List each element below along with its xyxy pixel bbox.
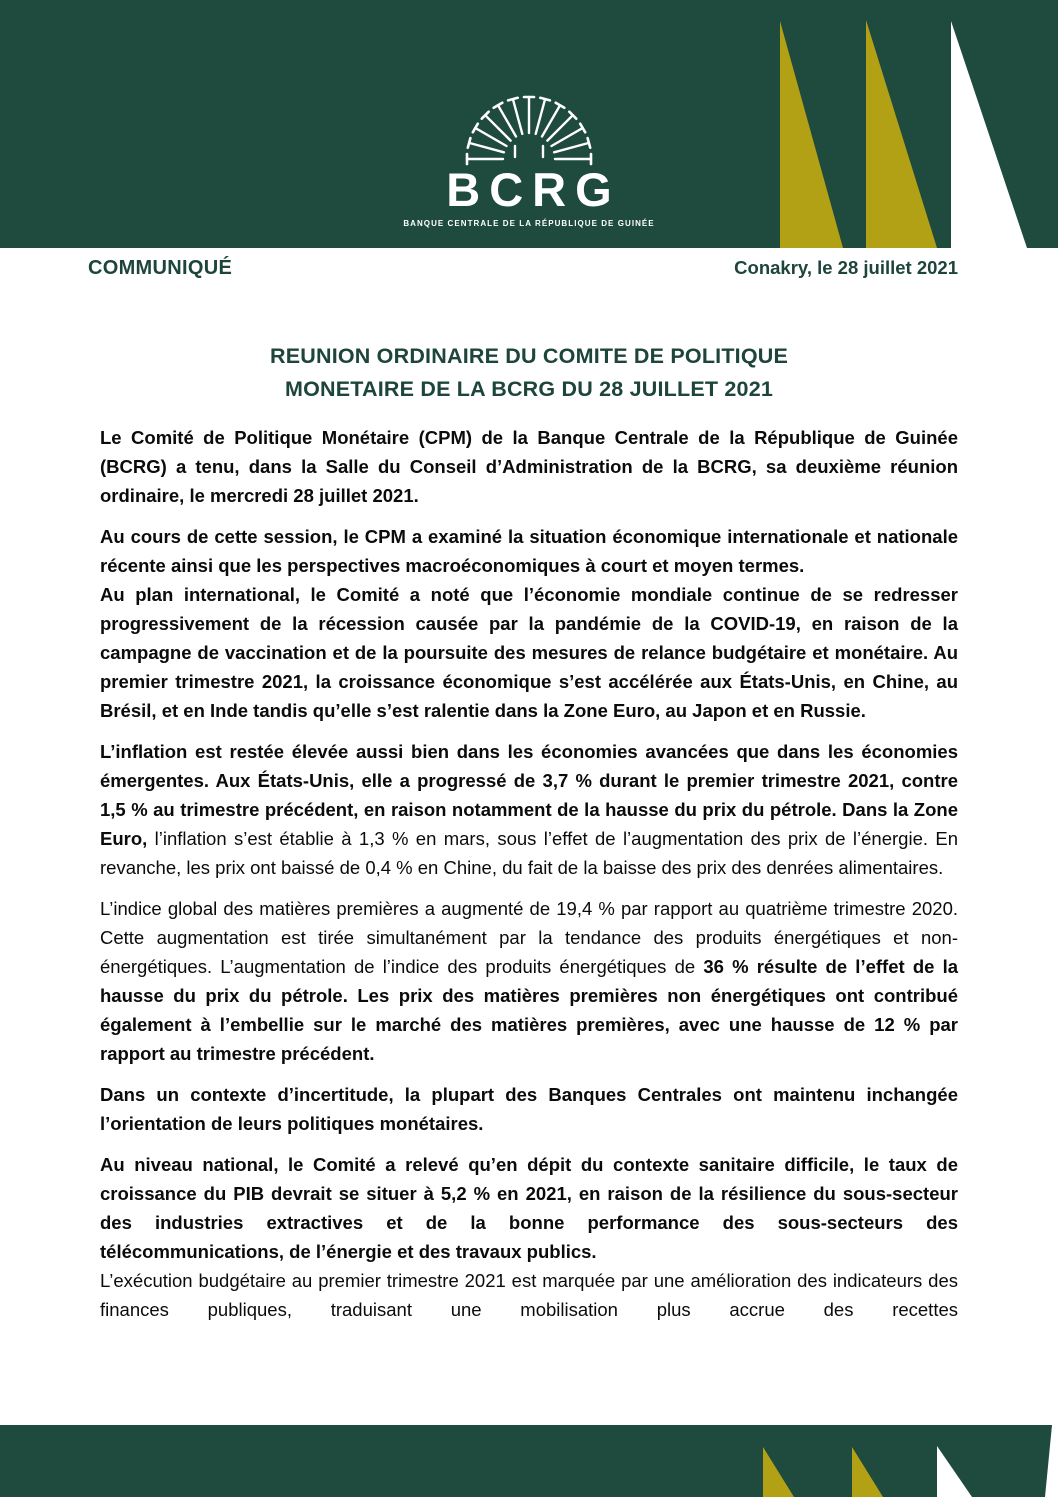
- body-paragraph: [100, 894, 958, 1068]
- text-segment: L’indice global des matières premières a augmenté de 19,4 % par rapport au quatrième trimestre 2020. Cette augmentation est tirée simultanément par la tendance des produits énergétiques et non-énergétiques. L’augmentation de l’indice des produits énergétiques de: [100, 898, 958, 977]
- logo-tagline: BANQUE CENTRALE DE LA RÉPUBLIQUE DE GUINÉE: [403, 219, 655, 228]
- text-segment: Au cours de cette session, le CPM a examiné la situation économique internationale et nationale récente ainsi que les perspectives macroéconomiques à court et moyen termes.: [100, 526, 958, 576]
- body-paragraph: [100, 423, 958, 510]
- text-segment: L’exécution budgétaire au premier trimestre 2021 est marquée par une amélioration des indicateurs des finances publiques, traduisant une mobilisation plus accrue des recettes: [100, 1270, 958, 1320]
- communique-label: COMMUNIQUÉ: [88, 257, 233, 279]
- footer-accent-graphics: [0, 1425, 1058, 1497]
- body-paragraph: [100, 737, 958, 882]
- text-segment: Au plan international, le Comité a noté que l’économie mondiale continue de se redresser progressivement de la récession causée par la pandémie de la COVID-19, en raison de la campagne de vaccination et de la poursuite des mesures de relance budgétaire et monétaire. Au premier trimestre 2021, la croissance économique s’est accélérée aux États-Unis, en Chine, au Brésil, et en Inde tandis qu’elle s’est ralentie dans la Zone Euro, au Japon et en Russie.: [100, 584, 958, 721]
- header-band: [0, 0, 1058, 248]
- text-segment: L’inflation est restée élevée aussi bien dans les économies avancées que dans les économies émergentes. Aux États-Unis, elle a progressé de 3,7 % durant le premier trimestre 2021, contre 1,5 % au trimestre précédent, en raison notamment de la hausse du prix du pétrole. Dans la Zone Euro,: [100, 741, 958, 849]
- text-segment: Le Comité de Politique Monétaire (CPM) de la Banque Centrale de la République de Guinée (BCRG) a tenu, dans la Salle du Conseil d’Administration de la BCRG, sa deuxième réunion ordinaire, le mercredi 28 juillet 2021.: [100, 427, 958, 506]
- text-segment: l’inflation s’est établie à 1,3 % en mars, sous l’effet de l’augmentation des prix de l’énergie. En revanche, les prix ont baissé de 0,4 % en Chine, du fait de la baisse des prix des denrées alimentaires.: [100, 828, 958, 878]
- title-line-1: REUNION ORDINAIRE DU COMITE DE POLITIQUE: [269, 344, 789, 368]
- text-segment: Dans un contexte d’incertitude, la plupart des Banques Centrales ont maintenu inchangée l’orientation de leurs politiques monétaires.: [100, 1084, 958, 1134]
- text-segment: 36 % résulte de l’effet de la hausse du prix du pétrole. Les prix des matières premières non énergétiques ont contribué également à l’embellie sur le marché des matières premières, avec une hausse de 12 % par rapport au trimestre précédent.: [100, 956, 959, 1064]
- title-line-2: MONETAIRE DE LA BCRG DU 28 JUILLET 2021: [284, 377, 774, 401]
- footer-band: [0, 1425, 1058, 1497]
- document-title: [0, 340, 1058, 406]
- body-paragraph: [100, 1266, 958, 1324]
- text-segment: Au niveau national, le Comité a relevé qu’en dépit du contexte sanitaire difficile, le taux de croissance du PIB devrait se situer à 5,2 % en 2021, en raison de la résilience du sous-secteur des industries extractives et de la bonne performance des sous-secteurs des télécommunications, de l’énergie et des travaux publics.: [100, 1154, 958, 1262]
- document-body: [100, 423, 958, 1324]
- body-paragraph: [100, 580, 958, 725]
- logo-acronym: BCRG: [446, 163, 621, 216]
- body-paragraph: [100, 522, 958, 580]
- header-accent-graphics: [0, 0, 1058, 248]
- body-paragraph: [100, 1080, 958, 1138]
- meta-row: [88, 257, 958, 280]
- body-paragraph: [100, 1150, 958, 1266]
- date-line: Conakry, le 28 juillet 2021: [734, 257, 958, 278]
- footer-green-rect: [0, 1425, 1052, 1497]
